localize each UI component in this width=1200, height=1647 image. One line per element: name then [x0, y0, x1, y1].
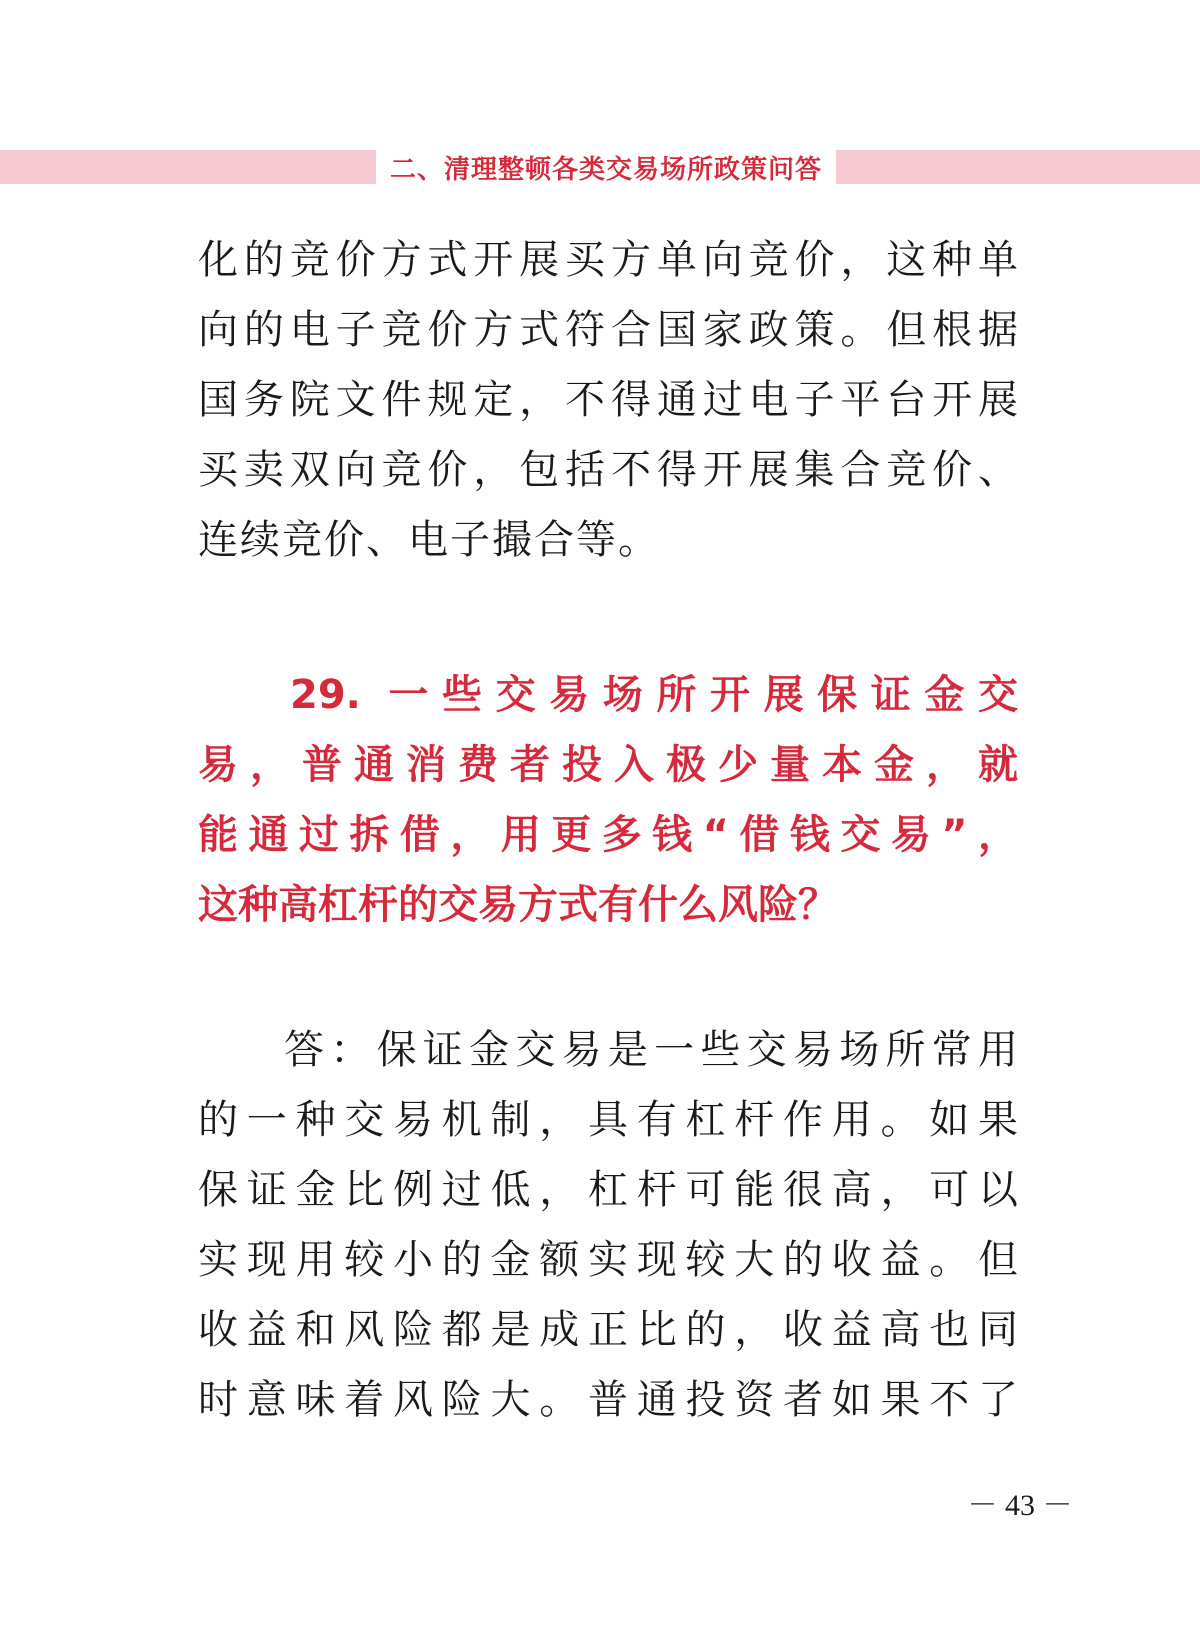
text-line: 时意味着风险大。普通投资者如果不了	[198, 1377, 1018, 1423]
text-line: 收益和风险都是成正比的，收益高也同	[198, 1307, 1018, 1353]
question-line: 29. 一些交易场所开展保证金交	[290, 672, 1018, 718]
section-title: 二、清理整顿各类交易场所政策问答	[376, 146, 836, 188]
text-line: 国务院文件规定，不得通过电子平台开展	[198, 377, 1018, 423]
text-line: 买卖双向竞价，包括不得开展集合竞价、	[198, 447, 1018, 493]
text-line: 的一种交易机制，具有杠杆作用。如果	[198, 1097, 1018, 1143]
text-line: 保证金比例过低，杠杆可能很高，可以	[198, 1167, 1018, 1213]
text-line: 实现用较小的金额实现较大的收益。但	[198, 1237, 1018, 1283]
question-line: 这种高杠杆的交易方式有什么风险？	[198, 882, 838, 928]
question-line: 易，普通消费者投入极少量本金，就	[198, 742, 1018, 788]
question-line: 能通过拆借，用更多钱“借钱交易”，	[198, 812, 1018, 858]
page-number: － 43 －	[967, 1489, 1073, 1522]
text-line: 化的竞价方式开展买方单向竞价，这种单	[198, 237, 1018, 283]
text-line: 向的电子竞价方式符合国家政策。但根据	[198, 307, 1018, 353]
text-line: 答：保证金交易是一些交易场所常用	[284, 1027, 1018, 1073]
text-line: 连续竞价、电子撮合等。	[198, 517, 660, 563]
